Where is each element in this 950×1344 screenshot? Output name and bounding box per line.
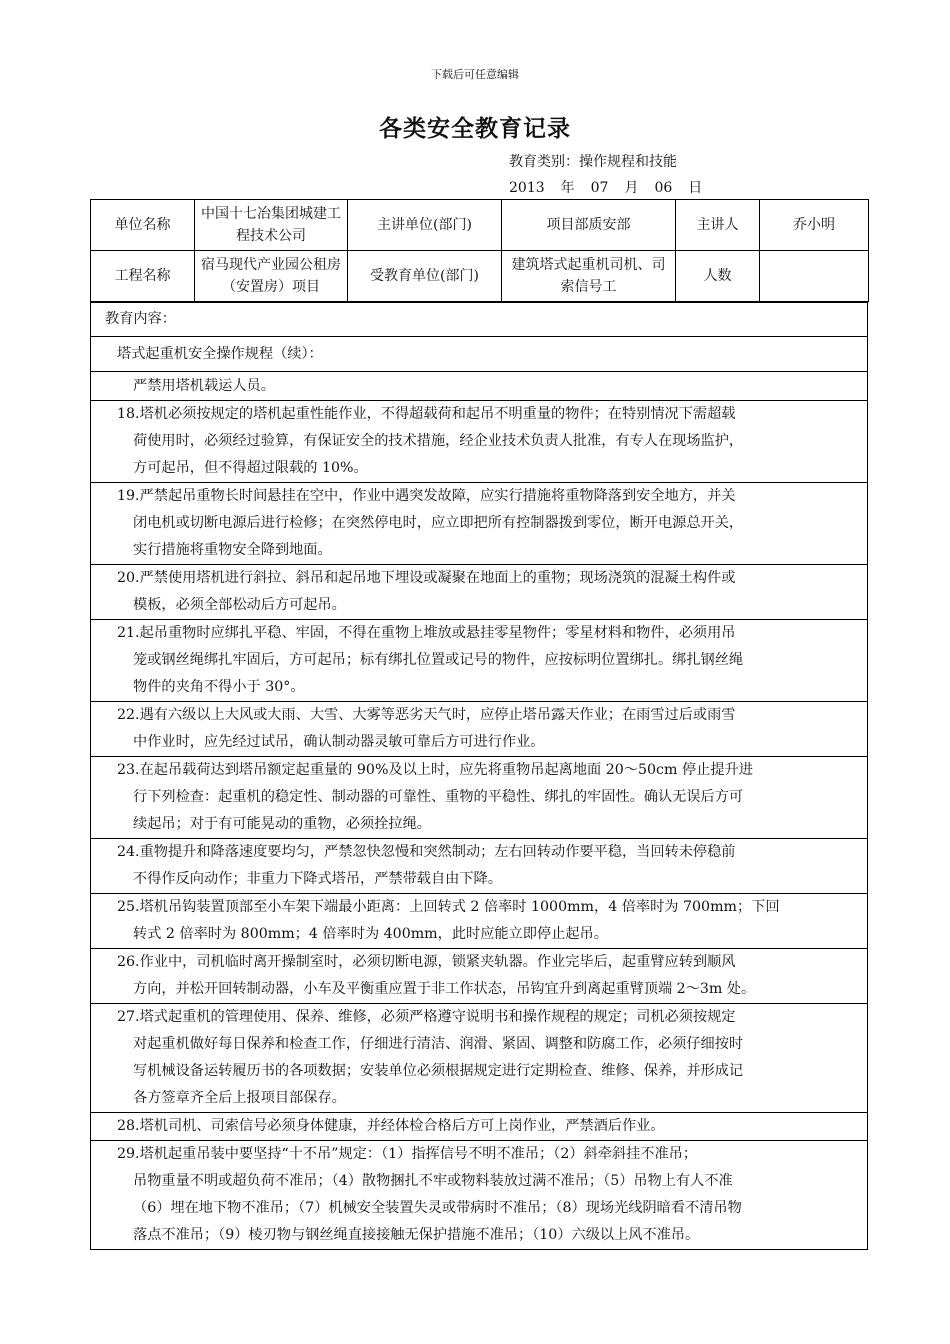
download-note: 下载后可任意编辑 xyxy=(431,68,519,81)
rule-line: 方可起吊，但不得超过限载的 10%。 xyxy=(133,460,368,476)
rule-line: （6）埋在地下物不准吊；（7）机械安全装置失灵或带病时不准吊；（8）现场光线阴暗看不清吊物 xyxy=(133,1200,742,1216)
date-day-unit: 日 xyxy=(688,180,703,196)
rule-item xyxy=(91,482,867,564)
content-first-rule: 严禁用塔机载运人员。 xyxy=(91,371,867,400)
rule-line: 18.塔机必须按规定的塔机起重性能作业，不得超载荷和起吊不明重量的物件；在特别情况下需超载 xyxy=(117,406,736,422)
rule-line: 19.严禁起吊重物长时间悬挂在空中，作业中遇突发故障，应实行措施将重物降落到安全地方，并关 xyxy=(117,488,736,504)
rule-item xyxy=(91,1003,867,1112)
lecture-unit-value: 项目部质安部 xyxy=(502,200,676,251)
rule-line: 23.在起吊载荷达到塔吊额定起重量的 90%及以上时，应先将重物吊起离地面 20～50cm 停止提升进 xyxy=(117,762,753,778)
rule-item xyxy=(91,400,867,482)
rule-item xyxy=(91,893,867,948)
rule-item xyxy=(91,838,867,893)
rule-line: 中作业时，应先经过试吊，确认制动器灵敏可靠后方可进行作业。 xyxy=(133,734,545,750)
rule-line: 吊物重量不明或超负荷不准吊；（4）散物捆扎不牢或物料装放过满不准吊；（5）吊物上有人不准 xyxy=(133,1173,733,1189)
rule-line: 物件的夹角不得小于 30°。 xyxy=(133,679,305,695)
rule-line: 落点不准吊；（9）棱刃物与钢丝绳直接接触无保护措施不准吊；（10）六级以上风不准吊。 xyxy=(133,1227,700,1243)
content-label: 教育内容： xyxy=(91,302,867,336)
date-month: 07 xyxy=(590,180,609,196)
table-row xyxy=(91,251,869,302)
rule-line: 20.严禁使用塔机进行斜拉、斜吊和起吊地下埋设或凝聚在地面上的重物；现场浇筑的混凝土构件或 xyxy=(117,570,736,586)
rule-line: 续起吊；对于有可能晃动的重物，必须拴拉绳。 xyxy=(133,816,431,832)
project-name-label: 工程名称 xyxy=(91,251,195,302)
education-category: 教育类别：操作规程和技能 xyxy=(509,154,677,170)
content-heading: 塔式起重机安全操作规程（续）： xyxy=(91,336,867,371)
rule-line: 28.塔机司机、司索信号必须身体健康，并经体检合格后方可上岗作业，严禁酒后作业。 xyxy=(117,1118,665,1134)
rule-line: 对起重机做好每日保养和检查工作，仔细进行清洁、润滑、紧固、调整和防腐工作，必须仔细按时 xyxy=(133,1036,744,1052)
rule-line: 实行措施将重物安全降到地面。 xyxy=(133,542,332,558)
rule-line: 26.作业中，司机临时离开操制室时，必须切断电源，锁紧夹轨器。作业完毕后，起重臂应转到顺风 xyxy=(117,954,736,970)
rule-line: 29.塔机起重吊装中要坚持“十不吊”规定：（1）指挥信号不明不准吊；（2）斜牵斜挂不准吊； xyxy=(117,1146,698,1162)
rule-item xyxy=(91,701,867,756)
record-date xyxy=(509,177,718,197)
rule-line: 25.塔机吊钩装置顶部至小车架下端最小距离：上回转式 2 倍率时 1000mm，4 倍率时为 700mm；下回 xyxy=(117,899,780,915)
rule-line: 21.起吊重物时应绑扎平稳、牢固，不得在重物上堆放或悬挂零星物件；零星材料和物件，必须用吊 xyxy=(117,625,736,641)
rule-item xyxy=(91,1112,867,1140)
date-month-unit: 月 xyxy=(624,180,639,196)
date-year: 2013 xyxy=(509,180,545,196)
rule-line: 模板，必须全部松动后方可起吊。 xyxy=(133,597,346,613)
headcount-value[interactable] xyxy=(760,251,869,302)
rule-line: 笼或钢丝绳绑扎牢固后，方可起吊；标有绑扎位置或记号的物件，应按标明位置绑扎。绑扎钢丝绳 xyxy=(133,652,744,668)
rule-line: 荷使用时，必须经过验算，有保证安全的技术措施，经企业技术负责人批准，有专人在现场监护， xyxy=(133,433,744,449)
trainee-unit-value: 建筑塔式起重机司机、司索信号工 xyxy=(502,251,676,302)
rule-item xyxy=(91,564,867,619)
rule-line: 行下列检查：起重机的稳定性、制动器的可靠性、重物的平稳性、绑扎的牢固性。确认无误后方可 xyxy=(133,789,744,805)
headcount-label: 人数 xyxy=(676,251,760,302)
trainee-unit-label: 受教育单位(部门) xyxy=(348,251,502,302)
lecturer-label: 主讲人 xyxy=(676,200,760,251)
rule-line: 闭电机或切断电源后进行检修；在突然停电时，应立即把所有控制器拨到零位，断开电源总开关， xyxy=(133,515,744,531)
rule-line: 27.塔式起重机的管理使用、保养、维修，必须严格遵守说明书和操作规程的规定；司机必须按规定 xyxy=(117,1009,736,1025)
rule-line: 各方签章齐全后上报项目部保存。 xyxy=(133,1090,346,1106)
date-year-unit: 年 xyxy=(560,180,575,196)
rule-line: 24.重物提升和降落速度要均匀，严禁忽快忽慢和突然制动；左右回转动作要平稳，当回转未停稳前 xyxy=(117,844,736,860)
rule-line: 转式 2 倍率时为 800mm；4 倍率时为 400mm，此时应能立即停止起吊。 xyxy=(133,926,608,942)
education-content-box xyxy=(90,302,868,1250)
rule-item xyxy=(91,1140,867,1249)
rule-line: 22.遇有六级以上大风或大雨、大雪、大雾等恶劣天气时，应停止塔吊露天作业；在雨雪过后或雨雪 xyxy=(117,707,736,723)
unit-name-value: 中国十七冶集团城建工程技术公司 xyxy=(195,200,348,251)
rule-item xyxy=(91,948,867,1003)
table-row xyxy=(91,200,869,251)
rule-line: 方向，并松开回转制动器，小车及平衡重应置于非工作状态，吊钩宜升到离起重臂顶端 2～3m 处。 xyxy=(133,981,756,997)
project-name-value: 宿马现代产业园公租房（安置房）项目 xyxy=(195,251,348,302)
rule-item xyxy=(91,756,867,838)
date-day: 06 xyxy=(654,180,673,196)
unit-name-label: 单位名称 xyxy=(91,200,195,251)
rule-line: 不得作反向动作；非重力下降式塔吊，严禁带载自由下降。 xyxy=(133,871,502,887)
rule-item xyxy=(91,619,867,701)
page-title: 各类安全教育记录 xyxy=(379,116,571,142)
record-header-table xyxy=(90,199,869,302)
rules-list xyxy=(91,400,867,1249)
rule-line: 写机械设备运转履历书的各项数据；安装单位必须根据规定进行定期检查、维修、保养，并形成记 xyxy=(133,1063,744,1079)
lecturer-value: 乔小明 xyxy=(760,200,869,251)
lecture-unit-label: 主讲单位(部门) xyxy=(348,200,502,251)
